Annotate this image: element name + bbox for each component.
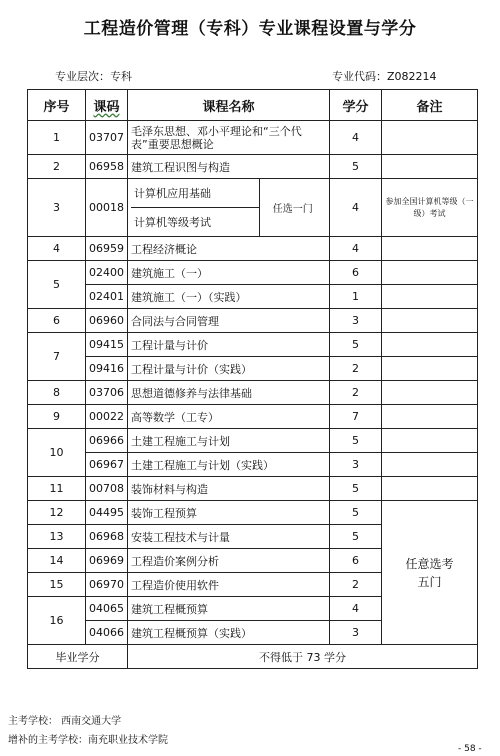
code-cell: 04495 [86, 501, 128, 525]
table-row [28, 121, 478, 155]
name-cell: 安装工程技术与计量 [128, 525, 330, 549]
total-value: 不得低于 73 学分 [128, 645, 478, 669]
table-row [28, 285, 478, 309]
note-cell [382, 309, 478, 333]
name-cell: 工程造价使用软件 [128, 573, 330, 597]
credit-cell: 4 [330, 121, 382, 155]
table-row [28, 237, 478, 261]
table-header-row [28, 90, 478, 121]
name-cell: 工程计量与计价（实践） [128, 357, 330, 381]
code-cell: 06970 [86, 573, 128, 597]
name-cell: 思想道德修养与法律基础 [128, 381, 330, 405]
note-cell [382, 429, 478, 453]
credit-cell: 5 [330, 155, 382, 179]
name-cell: 建筑施工（一）（实践） [128, 285, 330, 309]
table-row [28, 261, 478, 285]
code-cell: 00018 [86, 179, 128, 237]
credit-cell: 2 [330, 357, 382, 381]
table-row [28, 381, 478, 405]
code-cell: 06969 [86, 549, 128, 573]
name-cell: 建筑工程识图与构造 [128, 155, 330, 179]
name-cell-group [128, 179, 330, 237]
code-cell: 06968 [86, 525, 128, 549]
note-cell [382, 261, 478, 285]
table-row [28, 309, 478, 333]
seq-cell: 3 [28, 179, 86, 237]
level-label: 专业层次：专科 [55, 70, 132, 83]
header-seq: 序号 [28, 90, 86, 121]
credit-cell: 7 [330, 405, 382, 429]
code-cell: 09415 [86, 333, 128, 357]
elective-note-text: 任意选考五门 [405, 556, 454, 589]
credit-cell: 1 [330, 285, 382, 309]
table-row [28, 453, 478, 477]
code-cell: 00022 [86, 405, 128, 429]
note-cell [382, 477, 478, 501]
seq-cell: 1 [28, 121, 86, 155]
note-cell [382, 285, 478, 309]
seq-cell: 12 [28, 501, 86, 525]
name-cell: 建筑施工（一） [128, 261, 330, 285]
seq-cell: 2 [28, 155, 86, 179]
computer-exam-note: 参加全国计算机等级（一级）考试 [385, 196, 474, 218]
seq-cell: 9 [28, 405, 86, 429]
seq-cell: 15 [28, 573, 86, 597]
name-cell: 高等数学（工专） [128, 405, 330, 429]
select-one-label: 任选一门 [259, 179, 326, 236]
credit-cell: 5 [330, 429, 382, 453]
name-cell: 装饰材料与构造 [128, 477, 330, 501]
code-cell: 09416 [86, 357, 128, 381]
name-cell: 毛泽东思想、邓小平理论和“三个代表”重要思想概论 [128, 121, 330, 155]
seq-cell: 13 [28, 525, 86, 549]
table-row [28, 155, 478, 179]
seq-cell: 6 [28, 309, 86, 333]
credit-cell: 6 [330, 261, 382, 285]
credit-cell: 5 [330, 501, 382, 525]
code-label: 专业代码：Z082214 [332, 70, 437, 83]
credit-cell: 3 [330, 309, 382, 333]
credit-cell: 3 [330, 621, 382, 645]
code-cell: 03706 [86, 381, 128, 405]
note-cell [382, 155, 478, 179]
table-row [28, 333, 478, 357]
code-cell: 02401 [86, 285, 128, 309]
credit-cell: 4 [330, 237, 382, 261]
seq-cell: 5 [28, 261, 86, 309]
table-row [28, 477, 478, 501]
credit-cell: 6 [330, 549, 382, 573]
name-cell: 建筑工程概预算 [128, 597, 330, 621]
credit-cell: 4 [330, 179, 382, 237]
table-row [28, 179, 478, 237]
name-cell: 土建工程施工与计划 [128, 429, 330, 453]
total-row [28, 645, 478, 669]
option-name: 计算机应用基础 [134, 187, 211, 200]
header-code [86, 90, 128, 121]
seq-cell: 8 [28, 381, 86, 405]
seq-cell: 7 [28, 333, 86, 381]
name-cell: 合同法与合同管理 [128, 309, 330, 333]
page-title: 工程造价管理（专科）专业课程设置与学分 [83, 19, 417, 39]
credit-cell: 4 [330, 597, 382, 621]
code-cell: 02400 [86, 261, 128, 285]
code-cell: 04066 [86, 621, 128, 645]
name-cell: 建筑工程概预算（实践） [128, 621, 330, 645]
table-row [28, 357, 478, 381]
page-number: - 58 - [458, 744, 482, 754]
note-cell [382, 381, 478, 405]
name-cell: 土建工程施工与计划（实践） [128, 453, 330, 477]
credit-cell: 5 [330, 333, 382, 357]
credit-cell: 2 [330, 573, 382, 597]
note-cell [382, 121, 478, 155]
code-cell: 06966 [86, 429, 128, 453]
credit-cell: 5 [330, 525, 382, 549]
course-table [27, 89, 478, 669]
option-table [131, 179, 326, 236]
name-cell: 装饰工程预算 [128, 501, 330, 525]
credit-cell: 2 [330, 381, 382, 405]
credit-cell: 3 [330, 453, 382, 477]
code-cell: 00708 [86, 477, 128, 501]
seq-cell: 14 [28, 549, 86, 573]
elective-note [382, 501, 478, 645]
note-cell [382, 237, 478, 261]
name-cell: 工程造价案例分析 [128, 549, 330, 573]
seq-cell: 4 [28, 237, 86, 261]
table-row [28, 429, 478, 453]
note-cell [382, 357, 478, 381]
header-note: 备注 [382, 90, 478, 121]
name-cell: 工程经济概论 [128, 237, 330, 261]
seq-cell: 11 [28, 477, 86, 501]
code-cell: 06959 [86, 237, 128, 261]
seq-cell: 16 [28, 597, 86, 645]
header-credit: 学分 [330, 90, 382, 121]
exam-school: 主考学校： 西南交通大学 [8, 716, 122, 727]
credit-cell: 5 [330, 477, 382, 501]
note-cell [382, 179, 478, 237]
code-cell: 04065 [86, 597, 128, 621]
code-cell: 06958 [86, 155, 128, 179]
header-name: 课程名称 [128, 90, 330, 121]
name-cell: 工程计量与计价 [128, 333, 330, 357]
note-cell [382, 453, 478, 477]
header-code-text: 课码 [93, 99, 120, 115]
table-row [28, 501, 478, 525]
note-cell [382, 333, 478, 357]
note-cell [382, 405, 478, 429]
code-cell: 03707 [86, 121, 128, 155]
seq-cell: 10 [28, 429, 86, 477]
code-cell: 06960 [86, 309, 128, 333]
table-row [28, 405, 478, 429]
total-label: 毕业学分 [28, 645, 128, 669]
additional-exam-school: 增补的主考学校：南充职业技术学院 [8, 735, 168, 746]
option-name: 计算机等级考试 [131, 208, 259, 237]
code-cell: 06967 [86, 453, 128, 477]
